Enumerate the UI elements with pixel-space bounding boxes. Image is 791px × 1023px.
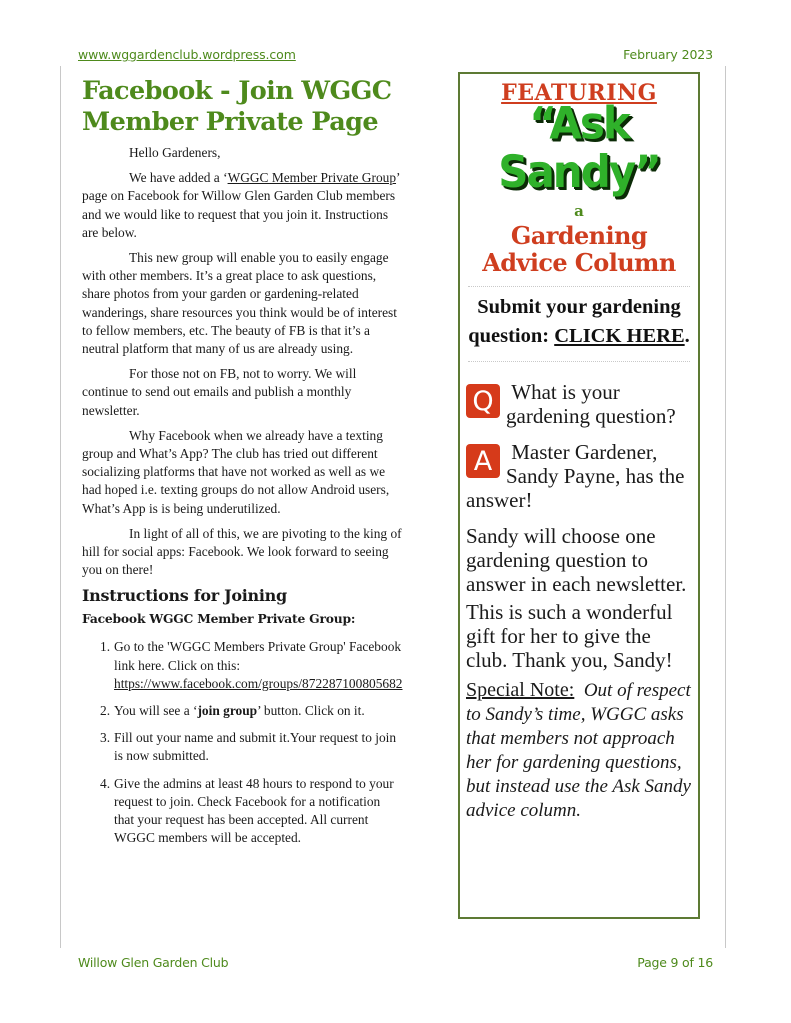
footer-page-number: Page 9 of 16	[637, 955, 713, 970]
right-margin-rule	[725, 66, 726, 948]
article-a: a	[574, 202, 584, 220]
click-here-link[interactable]: CLICK HERE	[554, 325, 685, 347]
ask-sandy-sidebar	[458, 72, 700, 919]
step-text: Go to the 'WGGC Members Private Group' Facebook link here. Click on this:	[114, 639, 402, 673]
step-text: Fill out your name and submit it.Your request to join is now submitted.	[114, 730, 397, 764]
step-number: 2.	[100, 703, 111, 719]
step-item	[82, 638, 402, 693]
question-block	[466, 380, 692, 428]
step-text-before: You will see a ‘	[114, 703, 198, 719]
step-number: 1.	[100, 639, 111, 655]
paragraph-why-facebook: Why Facebook when we already have a texting group and What’s App? The club has tried out different socializing platforms that have not worked as well as we had hoped i.e. texting groups do not allow Android users, What’s App is is being underutilized.	[82, 427, 390, 516]
paragraph-benefits: This new group will enable you to easily engage with other members. It’s a great place to ask questions, share photos from your garden or gardening-related wanderings, share resources you think would be of interest to fellow members, etc. The beauty of FB is that it’s a neutral platform that many of us are already using.	[82, 250, 397, 357]
special-note-text: Out of respect to Sandy’s time, WGGC asks that members not approach her for gardening questions, but instead use the Ask Sandy advice column.	[466, 680, 691, 821]
answer-text: Master Gardener, Sandy Payne, has the answer!	[466, 440, 685, 512]
instructions-list	[82, 638, 402, 847]
answer-a-icon: A	[466, 444, 500, 478]
special-note-label: Special Note:	[466, 679, 575, 701]
column-title	[460, 222, 698, 276]
qa-section	[466, 380, 692, 512]
step-text: Give the admins at least 48 hours to respond to your request to join. Check Facebook for a notification that your request has been accepted. All current WGGC members will be accepted.	[114, 775, 394, 846]
sandy-choose-text: Sandy will choose one gardening question to answer in each newsletter.	[466, 524, 687, 596]
step-item	[82, 775, 402, 848]
paragraph-not-on-fb: For those not on FB, not to worry. We will continue to send out emails and publish a monthly newsletter.	[82, 366, 357, 418]
article-column	[82, 76, 402, 857]
step-text-after: ’ button. Click on it.	[257, 703, 365, 719]
column-title-line1: Gardening	[510, 221, 648, 250]
featuring-heading: FEATURING	[501, 80, 657, 106]
left-margin-rule	[60, 66, 61, 948]
divider	[468, 286, 690, 287]
website-link[interactable]: www.wggardenclub.wordpress.com	[78, 47, 296, 62]
submit-question-text	[466, 293, 692, 351]
step-item	[82, 729, 402, 765]
special-note	[466, 678, 692, 823]
thank-you-text: This is such a wonderful gift for her to give the club. Thank you, Sandy!	[466, 600, 673, 672]
issue-date: February 2023	[623, 47, 713, 62]
question-text: What is your gardening question?	[506, 380, 676, 428]
step-item	[82, 702, 402, 720]
question-q-icon: Q	[466, 384, 500, 418]
submit-period: .	[684, 325, 690, 347]
facebook-group-link[interactable]: https://www.facebook.com/groups/872287100805682	[114, 675, 403, 691]
step-number: 4.	[100, 775, 111, 791]
paragraph-pivoting: In light of all of this, we are pivoting to the king of hill for social apps: Facebook. We look forward to seeing you on there!	[82, 525, 402, 578]
greeting: Hello Gardeners,	[129, 145, 221, 160]
footer-club-name: Willow Glen Garden Club	[78, 955, 229, 970]
divider	[468, 361, 690, 362]
column-title-line2: Advice Column	[482, 248, 676, 277]
paragraph-intro-before: We have added a ‘	[129, 170, 228, 186]
private-group-link[interactable]: WGGC Member Private Group	[227, 170, 397, 186]
instructions-heading: Instructions for Joining	[82, 586, 287, 606]
instructions-subheading: Facebook WGGC Member Private Group:	[82, 611, 356, 627]
submit-label: Submit your gardening question:	[468, 296, 681, 347]
paragraph-intro	[82, 169, 402, 242]
answer-block	[466, 440, 692, 512]
paragraph-intro-after: ’ page on Facebook for Willow Glen Garden Club members and we would like to request that you join it. Instructions are below.	[82, 170, 400, 240]
step-number: 3.	[100, 730, 111, 746]
article-title: Facebook - Join WGGC Member Private Page	[82, 76, 392, 137]
ask-sandy-logo: “Ask Sandy”	[498, 97, 660, 198]
join-group-label: join group	[197, 703, 258, 719]
